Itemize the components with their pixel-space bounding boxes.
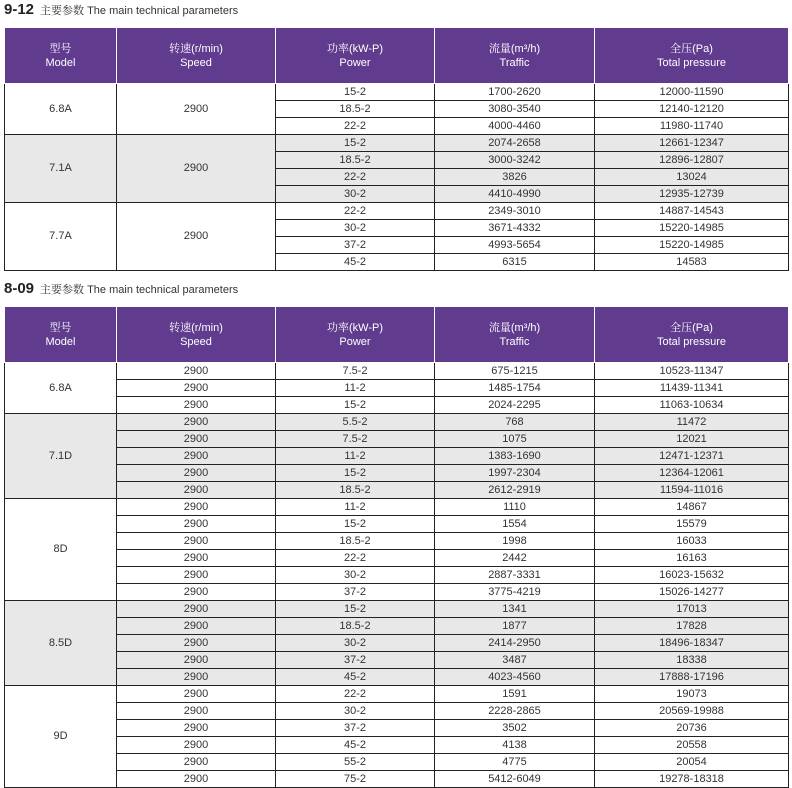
power-cell: 22-2 [276,169,435,186]
traffic-cell: 1485-1754 [435,380,595,397]
header-label-en: Speed [180,56,212,69]
pressure-cell: 16033 [595,533,789,550]
traffic-cell: 4993-5654 [435,237,595,254]
pressure-cell: 14583 [595,254,789,271]
power-cell: 22-2 [276,550,435,567]
table-row [5,516,789,533]
table-row [5,652,789,669]
header-label-cn: 型号 [49,321,72,334]
header-label-en: Model [45,335,76,348]
traffic-cell: 2349-3010 [435,203,595,220]
speed-cell: 2900 [117,465,276,482]
header-label-en: Total pressure [656,56,727,69]
table-row [5,203,789,220]
header-label-en: Traffic [499,335,530,348]
section-code: 8-09 [4,280,35,297]
speed-cell: 2900 [117,584,276,601]
speed-cell: 2900 [117,363,276,380]
table-row [5,754,789,771]
pressure-cell: 20054 [595,754,789,771]
traffic-cell: 5412-6049 [435,771,595,788]
parameters-table-8-09 [4,306,789,788]
speed-cell: 2900 [117,397,276,414]
traffic-cell: 3502 [435,720,595,737]
power-cell: 30-2 [276,567,435,584]
column-header [276,28,435,84]
traffic-cell: 1998 [435,533,595,550]
speed-cell: 2900 [117,686,276,703]
table-row [5,720,789,737]
power-cell: 45-2 [276,669,435,686]
table-row [5,567,789,584]
pressure-cell: 15220-14985 [595,237,789,254]
table-row [5,363,789,380]
header-label-cn: 功率(kW-P) [326,321,383,334]
pressure-cell: 17888-17196 [595,669,789,686]
power-cell: 37-2 [276,720,435,737]
traffic-cell: 1591 [435,686,595,703]
traffic-cell: 1700-2620 [435,84,595,101]
pressure-cell: 17828 [595,618,789,635]
speed-cell: 2900 [117,203,276,271]
header-row [5,307,789,363]
pressure-cell: 18338 [595,652,789,669]
column-header [117,307,276,363]
model-cell: 8D [5,499,117,601]
speed-cell: 2900 [117,771,276,788]
traffic-cell: 768 [435,414,595,431]
pressure-cell: 17013 [595,601,789,618]
model-cell: 8.5D [5,601,117,686]
pressure-cell: 15579 [595,516,789,533]
column-header [435,307,595,363]
traffic-cell: 2442 [435,550,595,567]
table-row [5,499,789,516]
speed-cell: 2900 [117,720,276,737]
power-cell: 37-2 [276,584,435,601]
pressure-cell: 12471-12371 [595,448,789,465]
traffic-cell: 1997-2304 [435,465,595,482]
table-row [5,584,789,601]
speed-cell: 2900 [117,601,276,618]
speed-cell: 2900 [117,703,276,720]
traffic-cell: 2074-2658 [435,135,595,152]
power-cell: 18.5-2 [276,533,435,550]
table-row [5,635,789,652]
power-cell: 22-2 [276,118,435,135]
power-cell: 18.5-2 [276,482,435,499]
header-label-en: Speed [180,335,212,348]
power-cell: 30-2 [276,635,435,652]
section-title-8-09 [4,279,238,299]
header-row [5,28,789,84]
speed-cell: 2900 [117,448,276,465]
speed-cell: 2900 [117,737,276,754]
pressure-cell: 16023-15632 [595,567,789,584]
table-row [5,533,789,550]
table-row [5,601,789,618]
header-label-cn: 功率(kW-P) [326,42,383,55]
pressure-cell: 15026-14277 [595,584,789,601]
power-cell: 37-2 [276,237,435,254]
pressure-cell: 11439-11341 [595,380,789,397]
section-title-9-12 [4,0,238,20]
pressure-cell: 16163 [595,550,789,567]
speed-cell: 2900 [117,499,276,516]
traffic-cell: 2024-2295 [435,397,595,414]
power-cell: 15-2 [276,516,435,533]
pressure-cell: 11472 [595,414,789,431]
speed-cell: 2900 [117,618,276,635]
model-cell: 7.1A [5,135,117,203]
traffic-cell: 1075 [435,431,595,448]
table-row [5,135,789,152]
power-cell: 45-2 [276,254,435,271]
table-row [5,397,789,414]
table-row [5,703,789,720]
traffic-cell: 3000-3242 [435,152,595,169]
header-label-cn: 转速(r/min) [169,321,223,334]
header-label-en: Power [339,56,371,69]
table-row [5,771,789,788]
pressure-cell: 19073 [595,686,789,703]
power-cell: 15-2 [276,135,435,152]
table-row [5,465,789,482]
speed-cell: 2900 [117,135,276,203]
header-label-cn: 全压(Pa) [670,321,713,334]
column-header [5,28,117,84]
power-cell: 15-2 [276,397,435,414]
traffic-cell: 4410-4990 [435,186,595,203]
header-label-cn: 转速(r/min) [169,42,223,55]
traffic-cell: 3671-4332 [435,220,595,237]
traffic-cell: 3775-4219 [435,584,595,601]
traffic-cell: 2228-2865 [435,703,595,720]
speed-cell: 2900 [117,516,276,533]
power-cell: 22-2 [276,686,435,703]
speed-cell: 2900 [117,567,276,584]
model-cell: 6.8A [5,84,117,135]
traffic-cell: 3080-3540 [435,101,595,118]
pressure-cell: 11594-11016 [595,482,789,499]
pressure-cell: 20558 [595,737,789,754]
model-cell: 7.7A [5,203,117,271]
pressure-cell: 20736 [595,720,789,737]
power-cell: 15-2 [276,84,435,101]
power-cell: 18.5-2 [276,618,435,635]
pressure-cell: 12896-12807 [595,152,789,169]
speed-cell: 2900 [117,652,276,669]
table-row [5,380,789,397]
traffic-cell: 1341 [435,601,595,618]
traffic-cell: 675-1215 [435,363,595,380]
power-cell: 11-2 [276,499,435,516]
table-row [5,618,789,635]
power-cell: 30-2 [276,220,435,237]
table-row [5,448,789,465]
traffic-cell: 3826 [435,169,595,186]
pressure-cell: 12935-12739 [595,186,789,203]
column-header [5,307,117,363]
traffic-cell: 2887-3331 [435,567,595,584]
power-cell: 11-2 [276,380,435,397]
traffic-cell: 2612-2919 [435,482,595,499]
pressure-cell: 12364-12061 [595,465,789,482]
pressure-cell: 13024 [595,169,789,186]
speed-cell: 2900 [117,635,276,652]
header-label-cn: 全压(Pa) [670,42,713,55]
header-label-en: Total pressure [656,335,727,348]
section-caption: 主要参数 The main technical parameters [40,5,239,17]
power-cell: 7.5-2 [276,363,435,380]
header-label-cn: 型号 [49,42,72,55]
column-header [595,307,789,363]
table-row [5,414,789,431]
pressure-cell: 18496-18347 [595,635,789,652]
traffic-cell: 1383-1690 [435,448,595,465]
speed-cell: 2900 [117,669,276,686]
speed-cell: 2900 [117,550,276,567]
traffic-cell: 2414-2950 [435,635,595,652]
power-cell: 7.5-2 [276,431,435,448]
power-cell: 45-2 [276,737,435,754]
section-code: 9-12 [4,1,35,18]
column-header [595,28,789,84]
table-row [5,482,789,499]
speed-cell: 2900 [117,380,276,397]
header-label-en: Power [339,335,371,348]
pressure-cell: 12661-12347 [595,135,789,152]
pressure-cell: 12000-11590 [595,84,789,101]
table-row [5,84,789,101]
column-header [117,28,276,84]
section-caption: 主要参数 The main technical parameters [40,284,239,296]
header-label-cn: 流量(m³/h) [488,321,541,334]
pressure-cell: 10523-11347 [595,363,789,380]
speed-cell: 2900 [117,533,276,550]
power-cell: 55-2 [276,754,435,771]
power-cell: 30-2 [276,186,435,203]
pressure-cell: 12140-12120 [595,101,789,118]
speed-cell: 2900 [117,431,276,448]
pressure-cell: 11063-10634 [595,397,789,414]
power-cell: 37-2 [276,652,435,669]
pressure-cell: 11980-11740 [595,118,789,135]
pressure-cell: 19278-18318 [595,771,789,788]
power-cell: 15-2 [276,601,435,618]
header-label-cn: 流量(m³/h) [488,42,541,55]
model-cell: 6.8A [5,363,117,414]
table-row [5,431,789,448]
power-cell: 18.5-2 [276,101,435,118]
table-row [5,686,789,703]
model-cell: 7.1D [5,414,117,499]
speed-cell: 2900 [117,414,276,431]
parameters-table-9-12 [4,27,789,271]
pressure-cell: 20569-19988 [595,703,789,720]
power-cell: 22-2 [276,203,435,220]
table-row [5,550,789,567]
power-cell: 11-2 [276,448,435,465]
pressure-cell: 15220-14985 [595,220,789,237]
traffic-cell: 4775 [435,754,595,771]
speed-cell: 2900 [117,84,276,135]
table-row [5,737,789,754]
column-header [276,307,435,363]
traffic-cell: 1110 [435,499,595,516]
pressure-cell: 14867 [595,499,789,516]
speed-cell: 2900 [117,482,276,499]
pressure-cell: 14887-14543 [595,203,789,220]
traffic-cell: 6315 [435,254,595,271]
pressure-cell: 12021 [595,431,789,448]
column-header [435,28,595,84]
power-cell: 30-2 [276,703,435,720]
traffic-cell: 1554 [435,516,595,533]
speed-cell: 2900 [117,754,276,771]
traffic-cell: 4023-4560 [435,669,595,686]
power-cell: 5.5-2 [276,414,435,431]
traffic-cell: 3487 [435,652,595,669]
table-row [5,669,789,686]
traffic-cell: 1877 [435,618,595,635]
model-cell: 9D [5,686,117,788]
power-cell: 18.5-2 [276,152,435,169]
header-label-en: Traffic [499,56,530,69]
traffic-cell: 4000-4460 [435,118,595,135]
power-cell: 75-2 [276,771,435,788]
traffic-cell: 4138 [435,737,595,754]
power-cell: 15-2 [276,465,435,482]
header-label-en: Model [45,56,76,69]
